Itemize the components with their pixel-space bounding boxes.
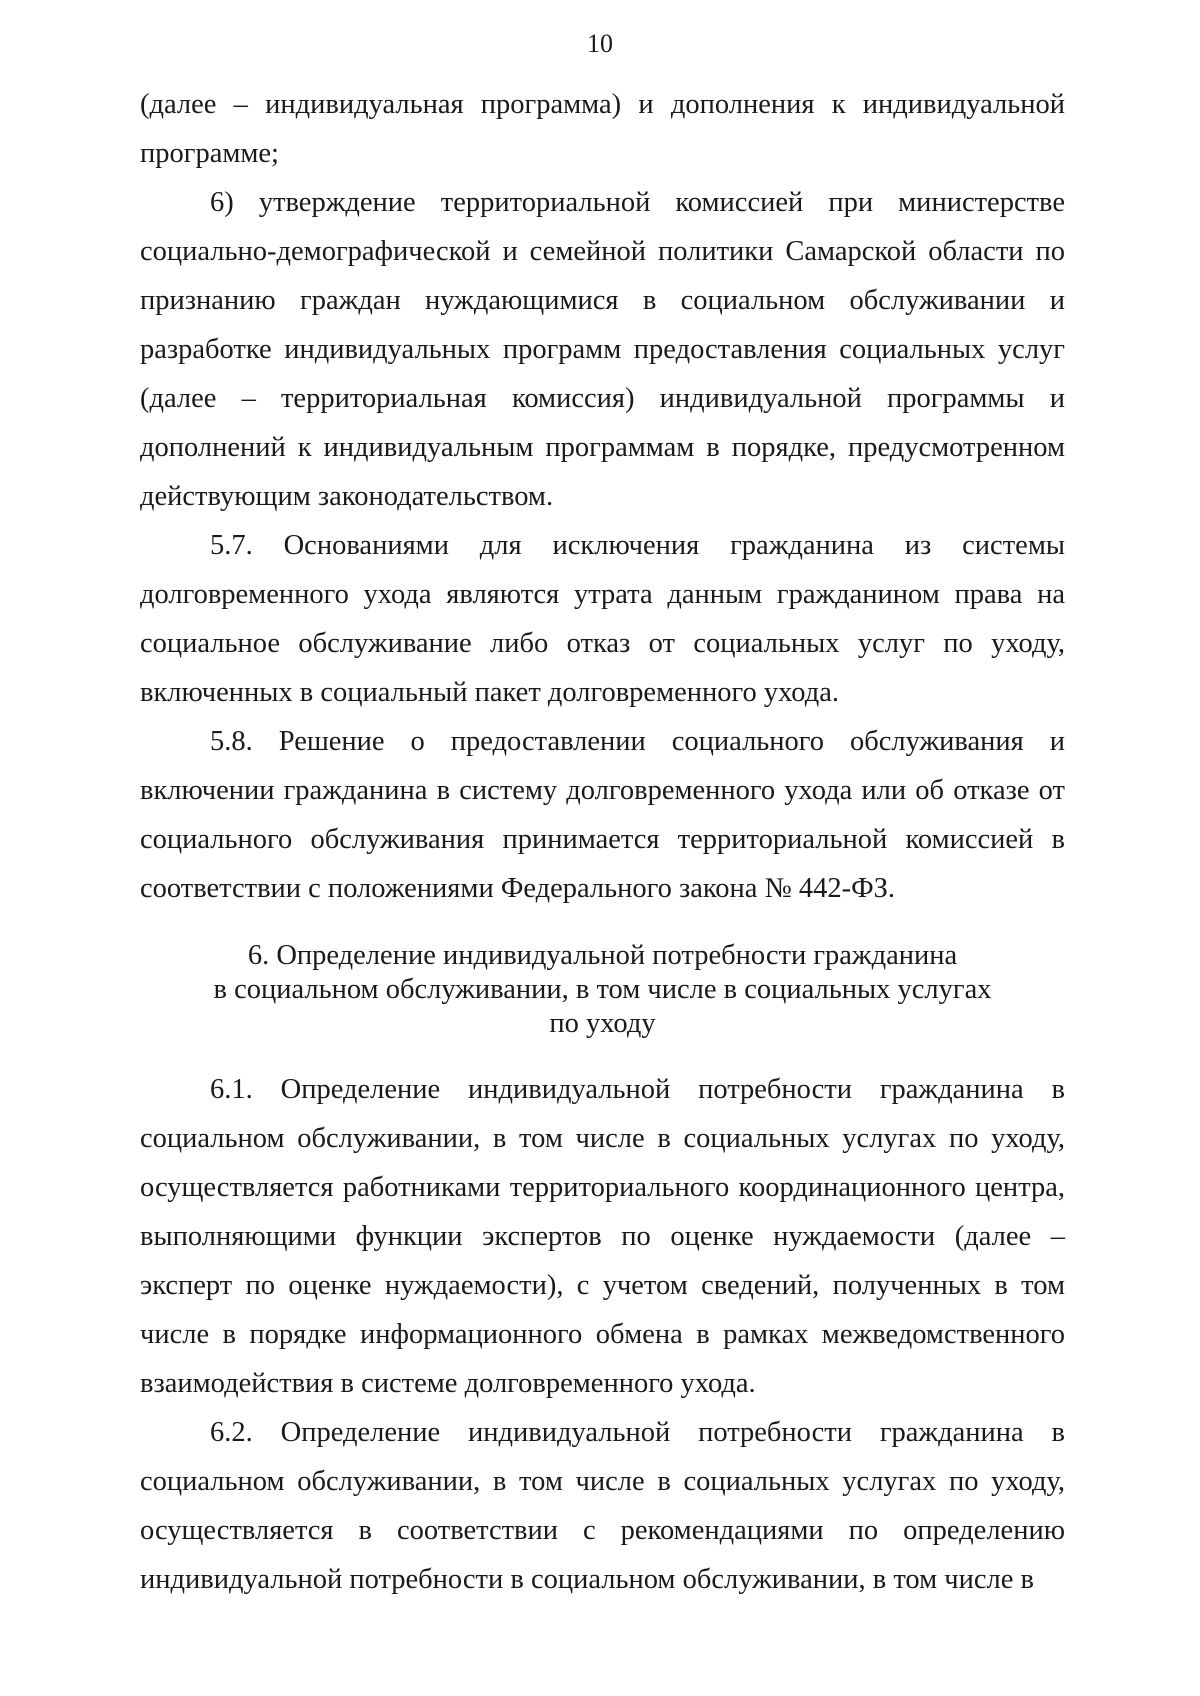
page-number: 10 [587, 29, 613, 58]
paragraph-5-8: 5.8. Решение о предоставлении социального обслуживания и включении гражданина в систему долговременного ухода или об отказе от социального обслуживания принимается территориальной комиссией в соответствии с положениями Федерального закона № 442-ФЗ. [140, 726, 1065, 904]
section-heading-line-2: в социальном обслуживании, в том числе в социальных услугах [213, 974, 992, 1005]
paragraph-item-6: 6) утверждение территориальной комиссией при министерстве социально-демографической и семейной политики Самарской области по признанию граждан нуждающимися в социальном обслуживании и разработке индивидуальных программ предоставления социальных услуг (далее – территориальная комиссия) индивидуальной программы и дополнений к индивидуальным программам в порядке, предусмотренном действующим законодательством. [140, 187, 1065, 512]
paragraph-5-7: 5.7. Основаниями для исключения гражданина из системы долговременного ухода являются утрата данным гражданином права на социальное обслуживание либо отказ от социальных услуг по уходу, включенных в социальный пакет долговременного ухода. [140, 530, 1065, 708]
section-heading-6 [140, 939, 1065, 1041]
paragraph-continuation: (далее – индивидуальная программа) и дополнения к индивидуальной программе; [140, 89, 1065, 169]
paragraph-6-2: 6.2. Определение индивидуальной потребности гражданина в социальном обслуживании, в том числе в социальных услугах по уходу, осуществляется в соответствии с рекомендациями по определению индивидуальной потребности в социальном обслуживании, в том числе в [140, 1417, 1065, 1595]
section-heading-line-1: 6. Определение индивидуальной потребности гражданина [247, 940, 958, 971]
section-heading-line-3: по уходу [549, 1008, 656, 1039]
paragraph-6-1: 6.1. Определение индивидуальной потребности гражданина в социальном обслуживании, в том числе в социальных услугах по уходу, осуществляется работниками территориального координационного центра, выполняющими функции экспертов по оценке нуждаемости (далее – эксперт по оценке нуждаемости), с учетом сведений, полученных в том числе в порядке информационного обмена в рамках межведомственного взаимодействия в системе долговременного ухода. [140, 1074, 1065, 1399]
document-body [140, 80, 1065, 1604]
